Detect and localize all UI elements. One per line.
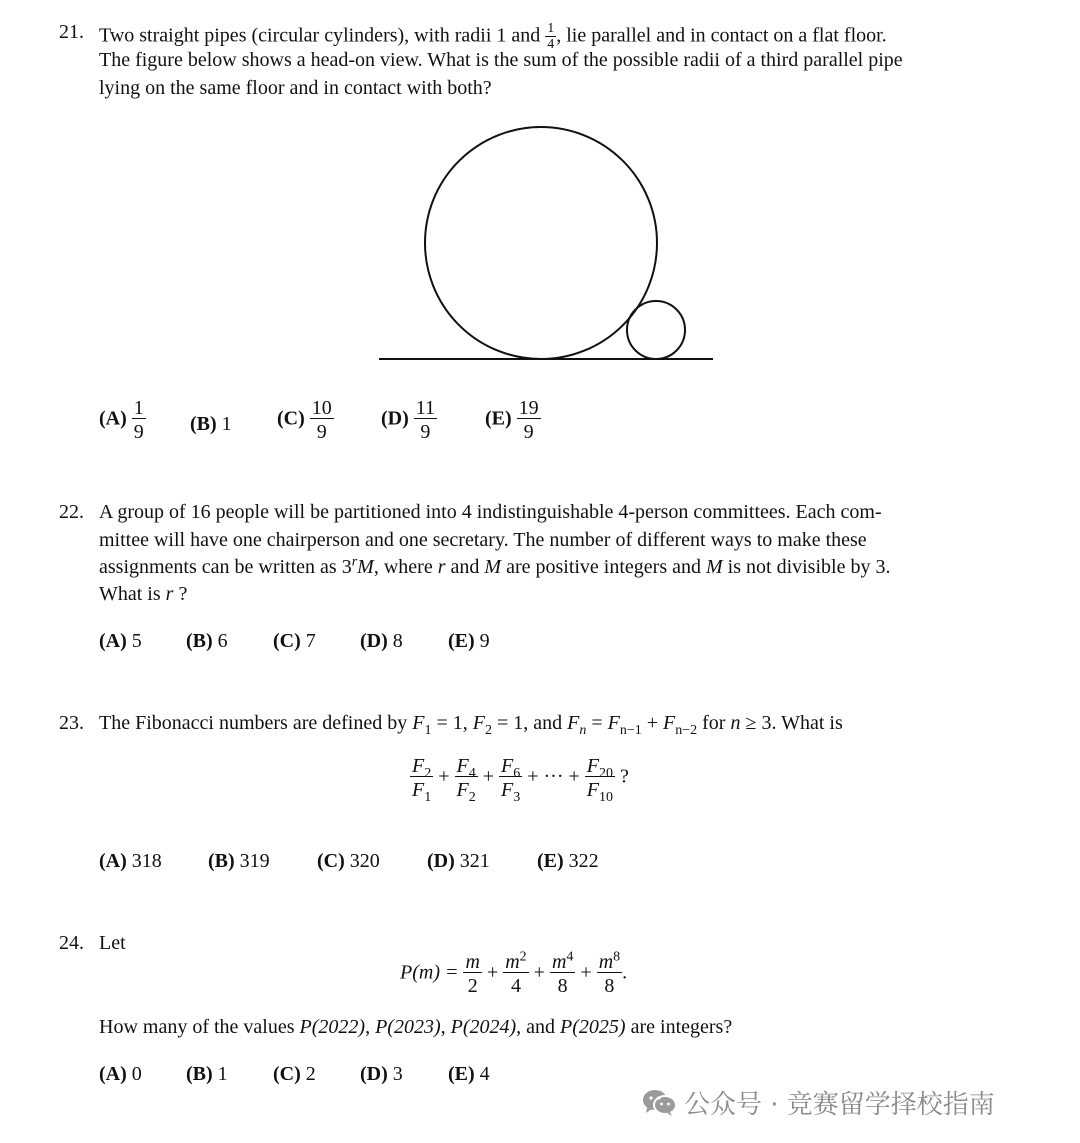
q21-choice-e[interactable]: (E) $\frac{19}{9}$ <box>485 397 539 443</box>
q22-choice-e[interactable]: (E) 9 <box>448 630 490 652</box>
q21-fraction-one-quarter: $\frac{1}{4}$ <box>547 21 555 52</box>
q24-choice-c[interactable]: (C) 2 <box>273 1063 316 1085</box>
q24-choice-b[interactable]: (B) 1 <box>186 1063 228 1085</box>
q21-choice-c[interactable]: (C) $\frac{10}{9}$ <box>277 397 332 443</box>
q23-sum-expression: $\frac{F_2}{F_1}$ + $\frac{F_4}{F_2}$ + $\frac{F_6}{F_3}$ + ··· + $\frac{F_{20}}{F_{10}}$ ? <box>412 755 629 805</box>
q23-choice-d[interactable]: (D) 321 <box>427 850 490 872</box>
watermark-text: 公众号 · 竞赛留学择校指南 <box>684 1089 995 1120</box>
q21-choice-b[interactable]: (B) 1 <box>190 413 232 435</box>
q21-number: 21. <box>59 21 84 43</box>
q23-text-line1: The Fibonacci numbers are defined by $F_1 = 1$, $F_2 = 1$, and $F_n = F_{n-1} + F_{n-2}$ for n ≥ 3. What is <box>99 712 843 738</box>
q21-choice-a[interactable]: (A) $\frac{1}{9}$ <box>99 397 144 443</box>
q24-choice-a[interactable]: (A) 0 <box>99 1063 142 1085</box>
q23-choice-a[interactable]: (A) 318 <box>99 850 162 872</box>
q21-text-line2: The figure below shows a head-on view. What is the sum of the possible radii of a third parallel pipe <box>99 49 903 71</box>
q22-choice-a[interactable]: (A) 5 <box>99 630 142 652</box>
q23-number: 23. <box>59 712 84 734</box>
large-pipe-circle <box>425 127 657 359</box>
q24-choice-d[interactable]: (D) 3 <box>360 1063 403 1085</box>
q21-choice-d[interactable]: (D) $\frac{11}{9}$ <box>381 397 436 443</box>
q21-pipes-figure <box>370 120 720 370</box>
q22-number: 22. <box>59 501 84 523</box>
q24-polynomial: P(m) = $\frac{m}{2}$ + $\frac{m^2}{4}$ + $\frac{m^4}{8}$ + $\frac{m^8}{8}$ . <box>400 949 628 997</box>
q22-text-line3: assignments can be written as 3$^r$M, where r and M are positive integers and M is not divisible by 3. <box>99 554 891 578</box>
wechat-icon <box>640 1087 678 1117</box>
q21-text-line3: lying on the same floor and in contact with both? <box>99 77 492 99</box>
q22-text-line4: What is r ? <box>99 583 188 605</box>
watermark <box>640 1082 995 1122</box>
q24-choice-e[interactable]: (E) 4 <box>448 1063 490 1085</box>
q21-text-line1: Two straight pipes (circular cylinders), with radii 1 and $\frac{1}{4}$ , lie parallel and in contact on a flat floor. <box>99 21 887 52</box>
q23-choice-b[interactable]: (B) 319 <box>208 850 270 872</box>
q23-choice-e[interactable]: (E) 322 <box>537 850 599 872</box>
q22-choice-b[interactable]: (B) 6 <box>186 630 228 652</box>
q22-choice-d[interactable]: (D) 8 <box>360 630 403 652</box>
q24-text-line1: Let <box>99 932 126 954</box>
small-pipe-circle <box>627 301 685 359</box>
q22-text-line1: A group of 16 people will be partitioned into 4 indistinguishable 4-person committees. Each com- <box>99 501 882 523</box>
q23-choice-c[interactable]: (C) 320 <box>317 850 380 872</box>
q22-choice-c[interactable]: (C) 7 <box>273 630 316 652</box>
q24-question-text: How many of the values P(2022), P(2023), P(2024), and P(2025) are integers? <box>99 1016 733 1038</box>
q22-text-line2: mittee will have one chairperson and one secretary. The number of different ways to make these <box>99 529 867 551</box>
q24-number: 24. <box>59 932 84 954</box>
